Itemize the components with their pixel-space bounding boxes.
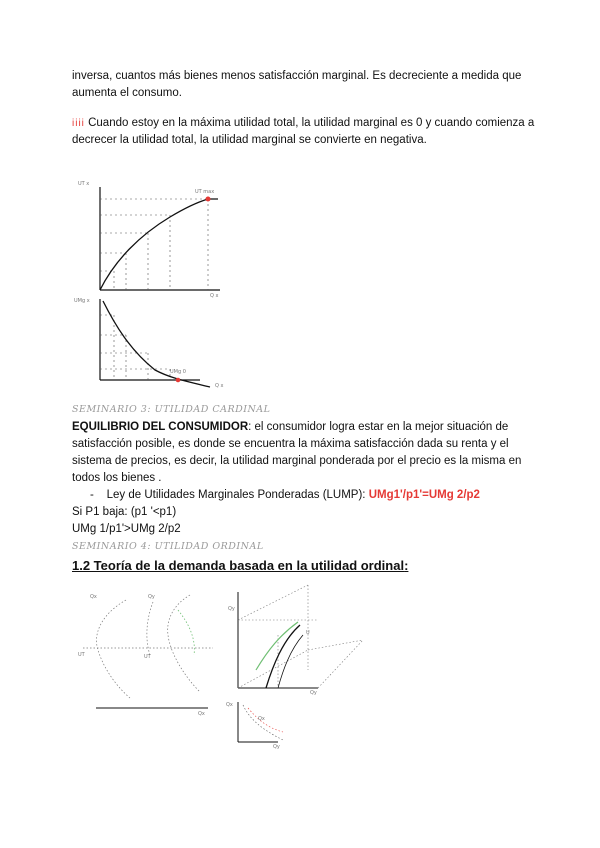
total-utility-curve	[100, 199, 218, 290]
figure-ordinal-utility	[78, 580, 378, 750]
heading-text: 1.2 Teoría de la demanda basada en la utilidad ordinal	[72, 558, 405, 573]
paragraph-2-line-2: decrecer la utilidad total, la utilidad marginal se convierte en negativa.	[72, 134, 427, 146]
fig2-label-10: Qy	[273, 744, 280, 750]
seminar-3-line-3: sistema de precios, es decir, la utilidad marginal ponderada por el precio es la misma en	[72, 455, 522, 467]
top-point-label: UT max	[195, 189, 215, 195]
top-x-label: Q x	[210, 293, 219, 299]
small-bottom-sketch	[226, 702, 283, 750]
fig2-label-1: Qx	[90, 594, 97, 600]
paragraph-1-line-2: aumenta el consumo.	[72, 87, 182, 99]
seminar-3-line-2: satisfacción posible, es donde se encuentra la máxima satisfacción dada su renta y el	[72, 438, 509, 450]
fig2-label-8: Qy	[310, 690, 317, 696]
fig2-label-5: Qx	[198, 711, 205, 717]
bottom-point-label: UMg 0	[170, 369, 186, 375]
red-marker: iiii	[72, 118, 85, 129]
fig2-label-6: Qy	[228, 606, 235, 612]
top-guides	[100, 199, 208, 290]
bottom-guides	[100, 315, 170, 380]
paragraph-2-line-1-text: Cuando estoy en la máxima utilidad total, la utilidad marginal es 0 y cuando comienza a	[88, 117, 535, 129]
seminar-3-title: SEMINARIO 3: UTILIDAD CARDINAL	[72, 404, 271, 415]
zero-marginal-point	[176, 378, 181, 383]
paragraph-2	[72, 115, 534, 149]
top-y-label: UT x	[78, 181, 90, 187]
lump-bullet	[72, 487, 521, 504]
seminar-4-title: SEMINARIO 4: UTILIDAD ORDINAL	[72, 541, 264, 552]
umg-line: UMg 1/p1'>UMg 2/p2	[72, 523, 181, 535]
fig2-label-2: Qy	[148, 594, 155, 600]
right-3d-sketch	[228, 585, 363, 696]
seminar-3-line-1	[72, 419, 521, 436]
seminar-3-line-1-rest: : el consumidor logra estar en la mejor situación de	[248, 421, 509, 433]
bottom-x-label: Q x	[215, 383, 224, 389]
figure-utility-curves	[70, 175, 250, 395]
left-sketch	[83, 595, 213, 698]
lump-formula: UMg1'/p1'=UMg 2/p2	[368, 489, 480, 501]
paragraph-2-line-1	[72, 115, 534, 132]
seminar-3-line-4: todos los bienes .	[72, 472, 162, 484]
marginal-utility-curve	[103, 301, 210, 387]
fig2-label-11: Qx	[258, 716, 265, 722]
paragraph-1	[72, 68, 521, 102]
paragraph-1-line-1: inversa, cuantos más bienes menos satisfacción marginal. Es decreciente a medida que	[72, 70, 522, 82]
ordinal-utility-heading	[72, 558, 408, 573]
heading-suffix: :	[404, 558, 409, 573]
bullet-dash: -	[90, 489, 94, 501]
fig2-label-9: Qx	[226, 702, 233, 708]
max-utility-point	[206, 197, 211, 202]
equilibrium-term: EQUILIBRIO DEL CONSUMIDOR	[72, 421, 249, 433]
fig2-label-4: UT	[144, 654, 151, 660]
seminar-3-body	[72, 419, 521, 538]
lump-text: Ley de Utilidades Marginales Ponderadas (LUMP):	[106, 489, 366, 501]
fig2-label-7: U	[306, 630, 310, 636]
fig2-label-3: UT	[78, 652, 85, 658]
p1-line: Si P1 baja: (p1 '<p1)	[72, 506, 177, 518]
bottom-y-label: UMg x	[74, 298, 90, 304]
